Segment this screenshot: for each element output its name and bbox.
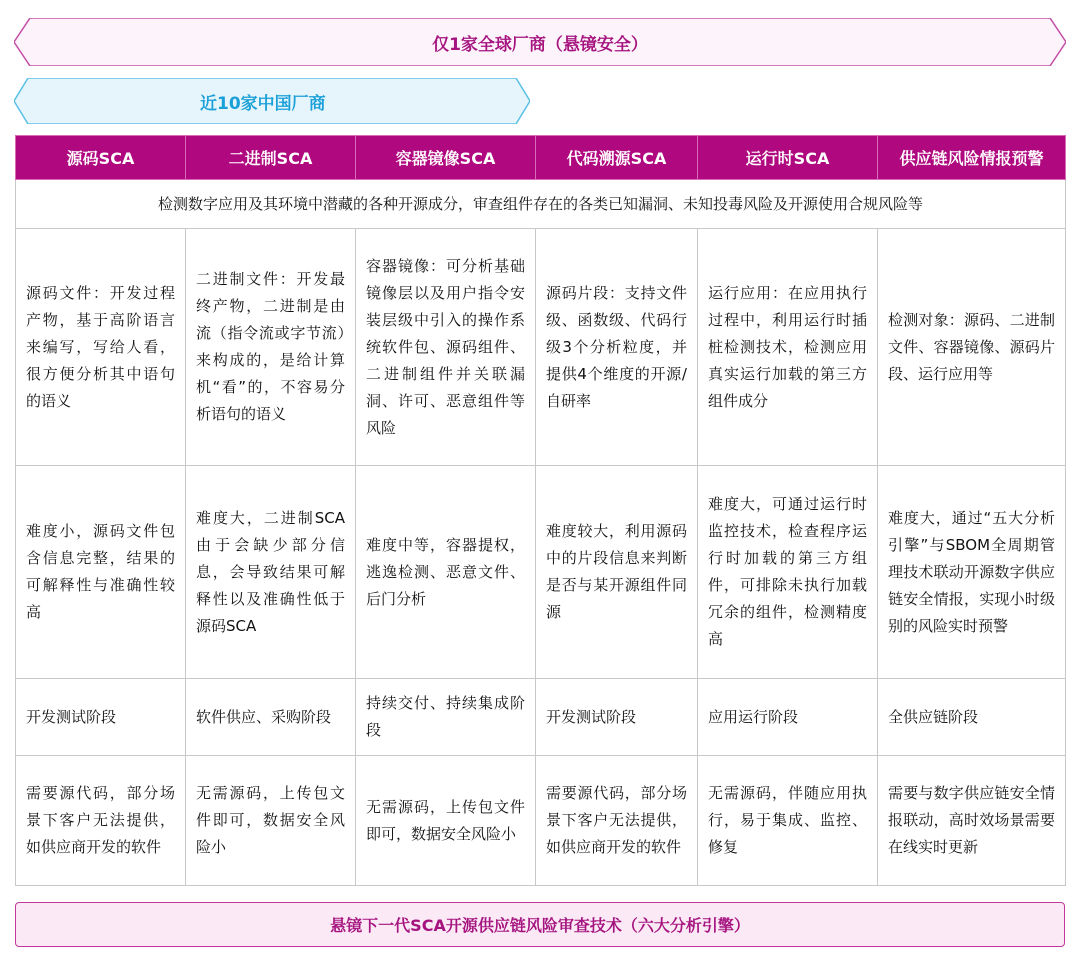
table-cell: 难度较大，利用源码中的片段信息来判断是否与某开源组件同源 <box>536 466 698 679</box>
global-vendor-banner <box>14 18 1066 66</box>
table-cell: 需要与数字供应链安全情报联动，高时效场景需要在线实时更新 <box>878 756 1066 886</box>
table-cell: 需要源代码，部分场景下客户无法提供，如供应商开发的软件 <box>536 756 698 886</box>
table-cell: 持续交付、持续集成阶段 <box>356 679 536 756</box>
column-header: 运行时SCA <box>698 136 878 180</box>
table-cell: 源码文件：开发过程产物，基于高阶语言来编写，写给人看，很方便分析其中语句的语义 <box>16 229 186 466</box>
table-row <box>16 679 1066 756</box>
china-vendor-banner <box>14 78 530 124</box>
table-cell: 开发测试阶段 <box>16 679 186 756</box>
description-cell: 检测数字应用及其环境中潜藏的各种开源成分，审查组件存在的各类已知漏洞、未知投毒风险及开源使用合规风险等 <box>16 180 1066 229</box>
table-cell: 需要源代码，部分场景下客户无法提供，如供应商开发的软件 <box>16 756 186 886</box>
header-row <box>16 136 1066 180</box>
table-cell: 二进制文件：开发最终产物，二进制是由流（指令流或字节流）来构成的，是给计算机“看”的，不容易分析语句的语义 <box>186 229 356 466</box>
table-row <box>16 466 1066 679</box>
bottom-banner <box>15 902 1065 947</box>
table-row <box>16 756 1066 886</box>
table-cell: 应用运行阶段 <box>698 679 878 756</box>
table-row <box>16 229 1066 466</box>
description-row <box>16 180 1066 229</box>
table-cell: 难度大，二进制SCA由于会缺少部分信息，会导致结果可解释性以及准确性低于源码SCA <box>186 466 356 679</box>
column-header: 供应链风险情报预警 <box>878 136 1066 180</box>
column-header: 源码SCA <box>16 136 186 180</box>
table-cell: 全供应链阶段 <box>878 679 1066 756</box>
table-cell: 难度小，源码文件包含信息完整，结果的可解释性与准确性较高 <box>16 466 186 679</box>
table-cell: 难度大，通过“五大分析引擎”与SBOM全周期管理技术联动开源数字供应链安全情报，实现小时级别的风险实时预警 <box>878 466 1066 679</box>
table-cell: 开发测试阶段 <box>536 679 698 756</box>
table-cell: 检测对象：源码、二进制文件、容器镜像、源码片段、运行应用等 <box>878 229 1066 466</box>
table-cell: 难度大，可通过运行时监控技术，检查程序运行时加载的第三方组件，可排除未执行加载冗余的组件，检测精度高 <box>698 466 878 679</box>
global-vendor-label: 仅1家全球厂商（悬镜安全） <box>432 34 648 55</box>
sca-comparison-table <box>15 135 1066 886</box>
table-cell: 源码片段：支持文件级、函数级、代码行级3个分析粒度，并提供4个维度的开源/自研率 <box>536 229 698 466</box>
table-cell: 无需源码，上传包文件即可，数据安全风险小 <box>186 756 356 886</box>
table-cell: 无需源码，上传包文件即可，数据安全风险小 <box>356 756 536 886</box>
column-header: 代码溯源SCA <box>536 136 698 180</box>
column-header: 二进制SCA <box>186 136 356 180</box>
bottom-banner-label: 悬镜下一代SCA开源供应链风险审查技术（六大分析引擎） <box>330 916 750 935</box>
table-cell: 运行应用：在应用执行过程中，利用运行时插桩检测技术，检测应用真实运行加载的第三方组件成分 <box>698 229 878 466</box>
column-header: 容器镜像SCA <box>356 136 536 180</box>
table-cell: 无需源码，伴随应用执行，易于集成、监控、修复 <box>698 756 878 886</box>
table-cell: 难度中等，容器提权，逃逸检测、恶意文件、后门分析 <box>356 466 536 679</box>
table-cell: 容器镜像：可分析基础镜像层以及用户指令安装层级中引入的操作系统软件包、源码组件、二进制组件并关联漏洞、许可、恶意组件等风险 <box>356 229 536 466</box>
china-vendor-label: 近10家中国厂商 <box>200 93 326 114</box>
table-cell: 软件供应、采购阶段 <box>186 679 356 756</box>
